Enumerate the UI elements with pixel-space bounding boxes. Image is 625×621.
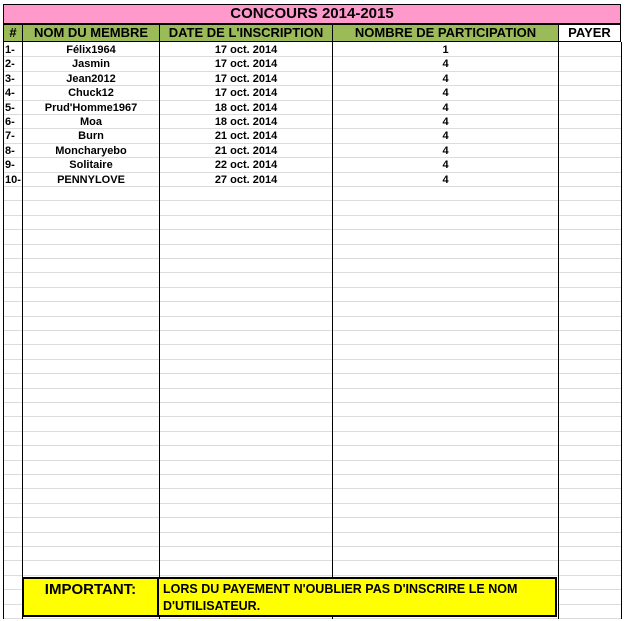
row-gridline	[3, 560, 621, 561]
row-gridline	[3, 416, 621, 417]
cell-member[interactable]: Solitaire	[69, 159, 113, 171]
sheet-title: CONCOURS 2014-2015	[3, 4, 621, 24]
cell-participation[interactable]: 1	[442, 44, 449, 56]
cell-participation[interactable]: 4	[442, 116, 449, 128]
cell-participation[interactable]: 4	[442, 87, 449, 99]
row-gridline	[3, 546, 621, 547]
row-gridline	[3, 287, 621, 288]
cell-date[interactable]: 22 oct. 2014	[214, 159, 278, 171]
row-gridline	[3, 517, 621, 518]
row-gridline	[3, 503, 621, 504]
important-line-2: D'UTILISATEUR.	[163, 599, 261, 613]
header-num: #	[3, 24, 23, 42]
row-gridline	[3, 272, 621, 273]
row-gridline	[3, 618, 621, 619]
cell-participation[interactable]: 4	[442, 58, 449, 70]
column-line	[3, 42, 4, 619]
header-member: NOM DU MEMBRE	[22, 24, 160, 42]
header-date: DATE DE L'INSCRIPTION	[159, 24, 333, 42]
important-note	[159, 577, 557, 617]
row-gridline	[3, 402, 621, 403]
row-gridline	[3, 474, 621, 475]
cell-num[interactable]: 1-	[5, 44, 15, 56]
row-gridline	[3, 316, 621, 317]
cell-num[interactable]: 4-	[5, 87, 15, 99]
cell-participation[interactable]: 4	[442, 73, 449, 85]
cell-member[interactable]: Félix1964	[66, 44, 116, 56]
cell-participation[interactable]: 4	[442, 174, 449, 186]
cell-member[interactable]: Jean2012	[66, 73, 116, 85]
cell-num[interactable]: 10-	[5, 174, 21, 186]
cell-num[interactable]: 2-	[5, 58, 15, 70]
cell-participation[interactable]: 4	[442, 102, 449, 114]
column-line	[621, 42, 622, 619]
row-gridline	[3, 575, 621, 576]
row-gridline	[3, 229, 621, 230]
header-participation: NOMBRE DE PARTICIPATION	[332, 24, 559, 42]
cell-date[interactable]: 18 oct. 2014	[214, 102, 278, 114]
column-line	[558, 42, 559, 619]
cell-date[interactable]: 21 oct. 2014	[214, 145, 278, 157]
row-gridline	[3, 200, 621, 201]
cell-date[interactable]: 21 oct. 2014	[214, 130, 278, 142]
cell-member[interactable]: Moa	[80, 116, 102, 128]
cell-participation[interactable]: 4	[442, 130, 449, 142]
important-label: IMPORTANT:	[22, 577, 159, 617]
row-gridline	[3, 445, 621, 446]
cell-date[interactable]: 17 oct. 2014	[214, 44, 278, 56]
cell-member[interactable]: Burn	[78, 130, 104, 142]
cell-num[interactable]: 9-	[5, 159, 15, 171]
row-gridline	[3, 532, 621, 533]
row-gridline	[3, 488, 621, 489]
cell-date[interactable]: 17 oct. 2014	[214, 73, 278, 85]
row-gridline	[3, 388, 621, 389]
cell-member[interactable]: Jasmin	[72, 58, 110, 70]
cell-num[interactable]: 7-	[5, 130, 15, 142]
header-payer: PAYER	[558, 24, 621, 42]
cell-num[interactable]: 3-	[5, 73, 15, 85]
cell-date[interactable]: 17 oct. 2014	[214, 58, 278, 70]
cell-date[interactable]: 17 oct. 2014	[214, 87, 278, 99]
cell-num[interactable]: 6-	[5, 116, 15, 128]
cell-num[interactable]: 8-	[5, 145, 15, 157]
cell-member[interactable]: PENNYLOVE	[57, 174, 125, 186]
row-gridline	[3, 373, 621, 374]
row-gridline	[3, 330, 621, 331]
row-gridline	[3, 258, 621, 259]
row-gridline	[3, 460, 621, 461]
cell-member[interactable]: Chuck12	[68, 87, 114, 99]
row-gridline	[3, 301, 621, 302]
row-gridline	[3, 244, 621, 245]
cell-date[interactable]: 18 oct. 2014	[214, 116, 278, 128]
cell-member[interactable]: Prud'Homme1967	[44, 102, 138, 114]
row-gridline	[3, 359, 621, 360]
cell-member[interactable]: Moncharyebo	[55, 145, 127, 157]
row-gridline	[3, 344, 621, 345]
cell-participation[interactable]: 4	[442, 145, 449, 157]
cell-participation[interactable]: 4	[442, 159, 449, 171]
cell-date[interactable]: 27 oct. 2014	[214, 174, 278, 186]
cell-num[interactable]: 5-	[5, 102, 15, 114]
row-gridline	[3, 431, 621, 432]
important-line-1: LORS DU PAYEMENT N'OUBLIER PAS D'INSCRIRE LE NOM	[163, 582, 518, 596]
row-gridline	[3, 215, 621, 216]
